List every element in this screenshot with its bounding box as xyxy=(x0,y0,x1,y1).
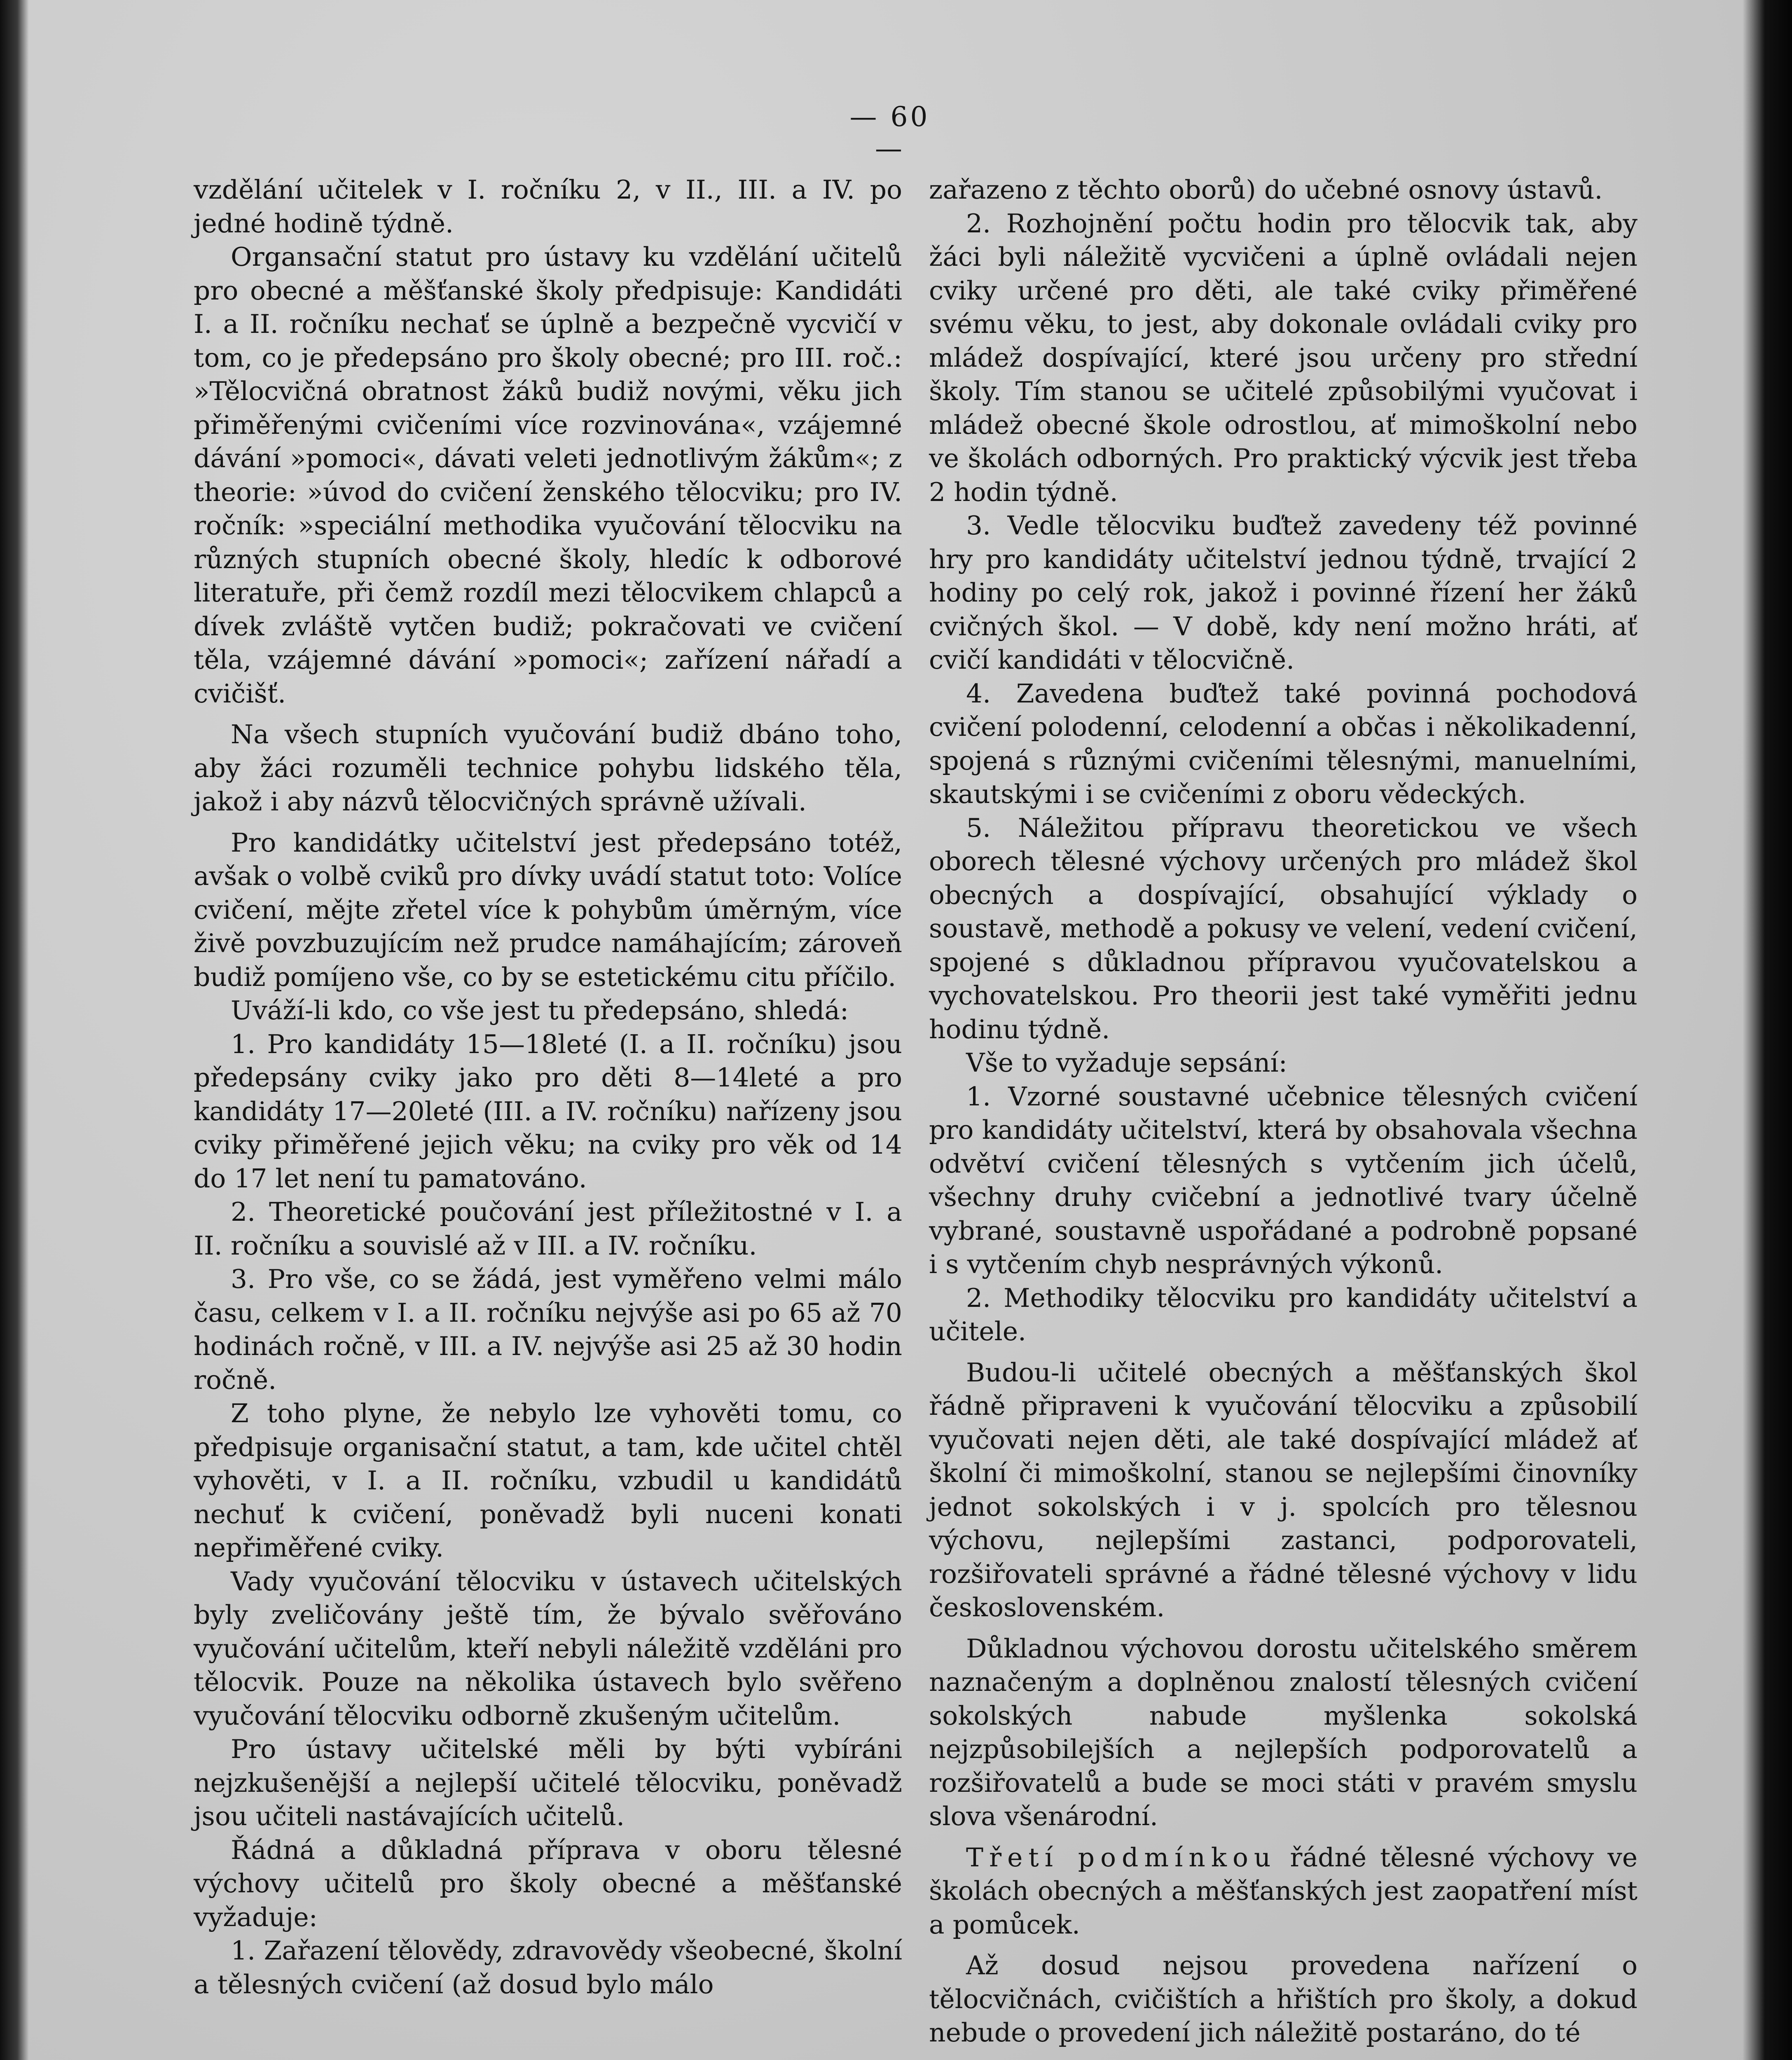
scan-edge-right xyxy=(1743,0,1792,2060)
spaced-lead: Třetí podmínkou xyxy=(966,1842,1277,1873)
paragraph: Důkladnou výchovou dorostu učitelského směrem naznačeným a doplněnou znalostí tělesných cvičení sokolských nabude myšlenka sokolská nejzpůsobilejších a nejlepších podporovatelů a rozšiřovatelů a bude se moci státi v pravém smyslu slova všenárodní. xyxy=(929,1633,1638,1831)
paragraph: zařazeno z těchto oborů) do učebné osnovy ústavů. xyxy=(929,175,1603,205)
paragraph: Na všech stupních vyučování budiž dbáno toho, aby žáci rozuměli technice pohybu lidského těla, jakož i aby názvů tělocvičných správně užívali. xyxy=(194,719,902,817)
paragraph: Budou-li učitelé obecných a měšťanských škol řádně připraveni k vyučování tělocviku a způsobilí vyučovati nejen děti, ale také dospívající mládež ať školní či mimoškolní, stanou se nejlepšími činovníky jednot sokolských i v j. spolcích pro tělesnou výchovu, nejlepšími zastanci, podporovateli, rozšiřovateli správné a řádné tělesné výchovy v lidu československém. xyxy=(929,1357,1638,1622)
left-column xyxy=(194,173,902,2001)
paragraph: Vše to vyžaduje sepsání: xyxy=(966,1048,1287,1078)
paragraph: 1. Pro kandidáty 15—18leté (I. a II. ročníku) jsou předepsány cviky jako pro děti 8—14leté a pro kandidáty 17—20leté (III. a IV. ročníku) nařízeny jsou cviky přiměřené jejich věku; na cviky pro věk od 14 do 17 let není tu pamatováno. xyxy=(194,1029,902,1194)
paragraph: 2. Rozhojnění počtu hodin pro tělocvik tak, aby žáci byli náležitě vycvičeni a úplně ovládali nejen cviky určené pro děti, ale také cviky přiměřené svému věku, to jest, aby dokonale ovládali cviky pro mládež dospívající, které jsou určeny pro střední školy. Tím stanou se učitelé způsobilými vyučovat i mládež obecné škole odrostlou, ať mimoškolní nebo ve školách odborných. Pro praktický výcvik jest třeba 2 hodin týdně. xyxy=(929,208,1638,507)
paragraph: 1. Vzorné soustavné učebnice tělesných cvičení pro kandidáty učitelství, která by obsahovala všechna odvětví cvičení tělesných s vytčením jich účelů, všechny druhy cvičební a jednotlivé tvary účelně vybrané, soustavně uspořádané a podrobně popsané i s vytčením chyb nesprávných výkonů. xyxy=(929,1081,1638,1279)
paragraph-spaced-lead xyxy=(929,1841,1638,1942)
paragraph: vzdělání učitelek v I. ročníku 2, v II., III. a IV. po jedné hodině týdně. xyxy=(194,175,902,239)
paragraph: Řádná a důkladná příprava v oboru tělesné výchovy učitelů pro školy obecné a měšťanské vyžaduje: xyxy=(194,1835,902,1932)
paragraph: 4. Zavedena buďtež také povinná pochodová cvičení polodenní, celodenní a občas i několikadenní, spojená s různými cvičeními tělesnými, manuelními, skautskými i se cvičeními z oboru vědeckých. xyxy=(929,678,1638,809)
paragraph: 2. Methodiky tělocviku pro kandidáty učitelství a učitele. xyxy=(929,1283,1638,1346)
paragraph: 2. Theoretické poučování jest příležitostné v I. a II. ročníku a souvislé až v III. a IV. ročníku. xyxy=(194,1197,902,1261)
right-column xyxy=(929,173,1638,2050)
paragraph: Až dosud nejsou provedena nařízení o tělocvičnách, cvičištích a hřištích pro školy, a dokud nebude o provedení jich náležitě postaráno, do té xyxy=(929,1950,1638,2048)
paragraph: 3. Pro vše, co se žádá, jest vyměřeno velmi málo času, celkem v I. a II. ročníku nejvýše asi po 65 až 70 hodinách ročně, v III. a IV. nejvýše asi 25 až 30 hodin ročně. xyxy=(194,1264,902,1395)
paragraph: Vady vyučování tělocviku v ústavech učitelských byly zveličovány ještě tím, že bývalo svěřováno vyučování učitelům, kteří nebyli náležitě vzděláni pro tělocvik. Pouze na několika ústavech bylo svěřeno vyučování tělocviku odborně zkušeným učitelům. xyxy=(194,1566,902,1731)
paragraph: 5. Náležitou přípravu theoretickou ve všech oborech tělesné výchovy určených pro mládež škol obecných a dospívající, obsahující výklady o soustavě, methodě a pokusy ve velení, vedení cvičení, spojené s důkladnou přípravou vyučovatelskou a vychovatelskou. Pro theorii jest také vyměřiti jednu hodinu týdně. xyxy=(929,812,1638,1044)
paragraph: Pro ústavy učitelské měli by býti vybíráni nejzkušenější a nejlepší učitelé tělocviku, poněvadž jsou učiteli nastávajících učitelů. xyxy=(194,1734,902,1831)
scan-edge-left xyxy=(0,0,29,2060)
paragraph: 3. Vedle tělocviku buďtež zavedeny též povinné hry pro kandidáty učitelství jednou týdně, trvající 2 hodiny po celý rok, jakož i povinné řízení her žáků cvičných škol. — V době, kdy není možno hráti, ať cvičí kandidáti v tělocvičně. xyxy=(929,510,1638,675)
paragraph: 1. Zařazení tělovědy, zdravovědy všeobecné, školní a tělesných cvičení (až dosud bylo málo xyxy=(194,1936,902,1999)
spaced-rest: řádné tělesné výchovy ve školách obecných a měšťanských jest zaopatření míst a pomůcek. xyxy=(929,1842,1638,1940)
paragraph: Uváží-li kdo, co vše jest tu předepsáno, shledá: xyxy=(231,995,849,1025)
paragraph: Organsační statut pro ústavy ku vzdělání učitelů pro obecné a měšťanské školy předpisuje: Kandidáti I. a II. ročníku nechať se úplně a bezpečně vycvičí v tom, co je předepsáno pro školy obecné; pro III. roč.: »Tělocvičná obratnost žáků budiž novými, věku jich přiměřenými cvičeními více rozvinována«, vzájemné dávání »pomoci«, dávati veleti jednotlivým žákům«; z theorie: »úvod do cvičení ženského tělocviku; pro IV. ročník: »speciální methodika vyučování tělocviku na různých stupních obecné školy, hledíc k odborové literatuře, při čemž rozdíl mezi tělocvikem chlapců a dívek zvláště vytčen budiž; pokračovati ve cvičení těla, vzájemné dávání »pomoci«; zařízení nářadí a cvičišť. xyxy=(194,242,902,709)
paragraph: Pro kandidátky učitelství jest předepsáno totéž, avšak o volbě cviků pro dívky uvádí statut toto: Volíce cvičení, mějte zřetel více k pohybům úměrným, více živě povzbuzujícím než prudce namáhajícím; zároveň budiž pomíjeno vše, co by se estetickému citu příčilo. xyxy=(194,827,902,992)
paragraph: Z toho plyne, že nebylo lze vyhověti tomu, co předpisuje organisační statut, a tam, kde učitel chtěl vyhověti, v I. a II. ročníku, vzbudil u kandidátů nechuť k cvičení, poněvadž byli nuceni konati nepřiměřené cviky. xyxy=(194,1398,902,1563)
page-number: — 60 — xyxy=(849,101,930,164)
